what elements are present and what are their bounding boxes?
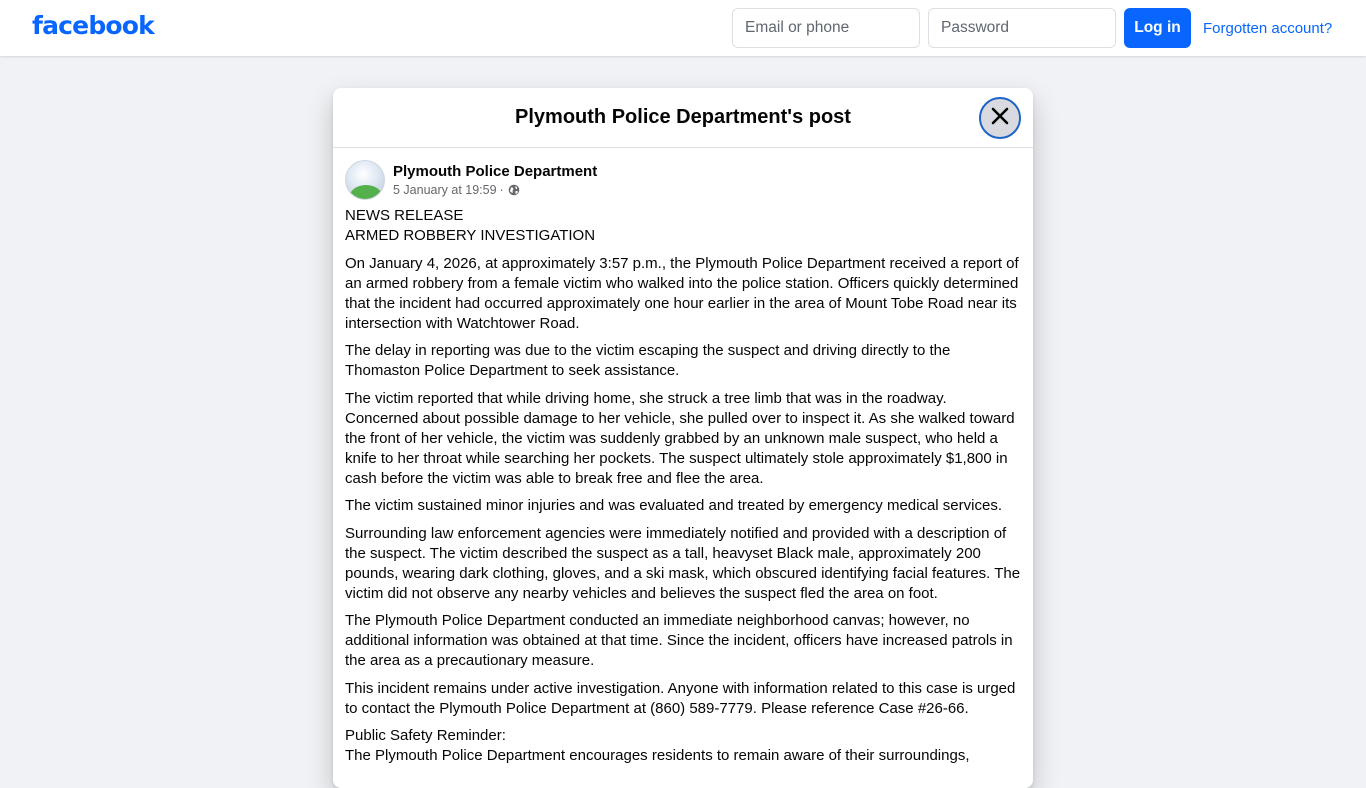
modal-header xyxy=(333,88,1033,148)
modal-title: Plymouth Police Department's post xyxy=(515,106,851,128)
post-modal xyxy=(333,88,1033,788)
globe-icon[interactable] xyxy=(508,184,520,196)
post-paragraph: This incident remains under active investigation. Anyone with information related to this case is urged to contact the Plymouth Police Department at (860) 589-7779. Please reference Case #26-66. xyxy=(345,679,1016,717)
top-navigation-bar xyxy=(0,0,1366,56)
post-meta xyxy=(393,181,597,199)
password-input[interactable] xyxy=(928,8,1116,48)
facebook-logo[interactable]: facebook xyxy=(32,11,154,40)
close-button[interactable] xyxy=(979,97,1021,139)
post-paragraph: On January 4, 2026, at approximately 3:57 p.m., the Plymouth Police Department received a report of an armed robbery from a female victim who walked into the police station. Officers quickly determined that the incident had occurred approximately one hour earlier in the area of Mount Tobe Road near its intersection with Watchtower Road. xyxy=(345,254,1019,332)
post-timestamp[interactable]: 5 January at 19:59 xyxy=(393,182,497,197)
post-header xyxy=(345,160,1021,200)
post-paragraph: The delay in reporting was due to the victim escaping the suspect and driving directly to the Thomaston Police Department to seek assistance. xyxy=(345,342,951,379)
meta-separator: · xyxy=(499,182,504,197)
post-paragraph-heading xyxy=(345,206,1021,246)
close-icon xyxy=(990,106,1010,131)
forgotten-account-link[interactable]: Forgotten account? xyxy=(1203,19,1333,37)
post-paragraph: The victim reported that while driving home, she struck a tree limb that was in the roadway. Concerned about possible damage to her vehicle, she pulled over to inspect it. As she walked toward the front of her vehicle, the victim was suddenly grabbed by an unknown male suspect, who held a knife to her throat while searching her pockets. The suspect ultimately stole approximately $1,800 in cash before the victim was able to break free and flee the area. xyxy=(345,389,1015,487)
post-line: Public Safety Reminder: xyxy=(345,727,506,744)
author-avatar[interactable] xyxy=(345,160,385,200)
author-name[interactable]: Plymouth Police Department xyxy=(393,162,598,180)
post-paragraph-reminder xyxy=(345,726,1021,766)
post-paragraph: The victim sustained minor injuries and was evaluated and treated by emergency medical services. xyxy=(345,497,1002,514)
post-body xyxy=(345,206,1021,766)
post-line: The Plymouth Police Department encourages residents to remain aware of their surroundings, xyxy=(345,747,970,764)
log-in-button[interactable]: Log in xyxy=(1124,8,1191,48)
post-paragraph: Surrounding law enforcement agencies were immediately notified and provided with a description of the suspect. The victim described the suspect as a tall, heavyset Black male, approximately 200 pounds, wearing dark clothing, gloves, and a ski mask, which obscured identifying facial features. The victim did not observe any nearby vehicles and believes the suspect fled the area on foot. xyxy=(345,524,1021,602)
post-line: NEWS RELEASE xyxy=(345,207,464,224)
login-form xyxy=(732,8,1332,48)
post-paragraph: The Plymouth Police Department conducted an immediate neighborhood canvas; however, no additional information was obtained at that time. Since the incident, officers have increased patrols in the area as a precautionary measure. xyxy=(345,612,1013,669)
email-or-phone-input[interactable] xyxy=(732,8,920,48)
post-line: ARMED ROBBERY INVESTIGATION xyxy=(345,227,596,244)
post xyxy=(333,148,1033,766)
